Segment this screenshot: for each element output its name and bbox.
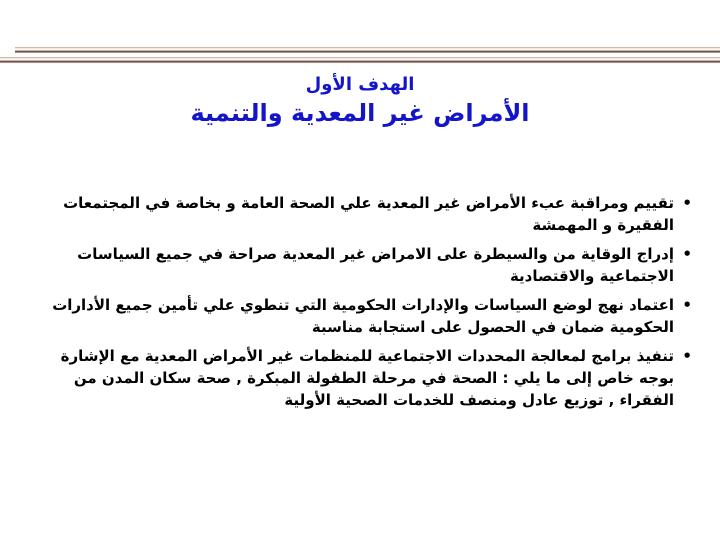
bullet-item-4 [28, 345, 692, 411]
bullet-item-3 [28, 294, 692, 338]
bullet-marker: • [682, 296, 692, 314]
slide-title: الأمراض غير المعدية والتنمية [190, 99, 530, 127]
bullet-marker: • [682, 347, 692, 365]
bullet-marker: • [682, 245, 692, 263]
bullet-item-1 [28, 192, 692, 236]
decorative-rule-top [15, 47, 720, 53]
bullet-list [28, 192, 692, 418]
slide-subtitle: الهدف الأول [305, 74, 415, 95]
bullet-item-2 [28, 243, 692, 287]
bullet-text: إدراج الوقاية من والسيطرة على الامراض غير المعدية صراحة في جميع السياسات الاجتماعية والاقتصادية [77, 245, 674, 285]
title-block [0, 73, 720, 128]
bullet-marker: • [682, 194, 692, 212]
bullet-text: تنفيذ برامج لمعالجة المحددات الاجتماعية للمنظمات غير الأمراض المعدية مع الإشارة بوجه خاص إلى ما يلي : الصحة في مرحلة الطفولة المبكرة , صحة سكان المدن من الفقراء , توزيع عادل ومنصف للخدمات الصحية الأولية [60, 347, 674, 409]
bullet-text: تقييم ومراقبة عبء الأمراض غير المعدية علي الصحة العامة و بخاصة في المجتمعات الفقيرة و المهمشة [63, 194, 674, 234]
decorative-rule-bottom [0, 57, 720, 63]
bullet-text: اعتماد نهج لوضع السياسات والإدارات الحكومية التي تنطوي علي تأمين جميع الأدارات الحكومية ضمان في الحصول على استجابة مناسبة [52, 296, 674, 336]
